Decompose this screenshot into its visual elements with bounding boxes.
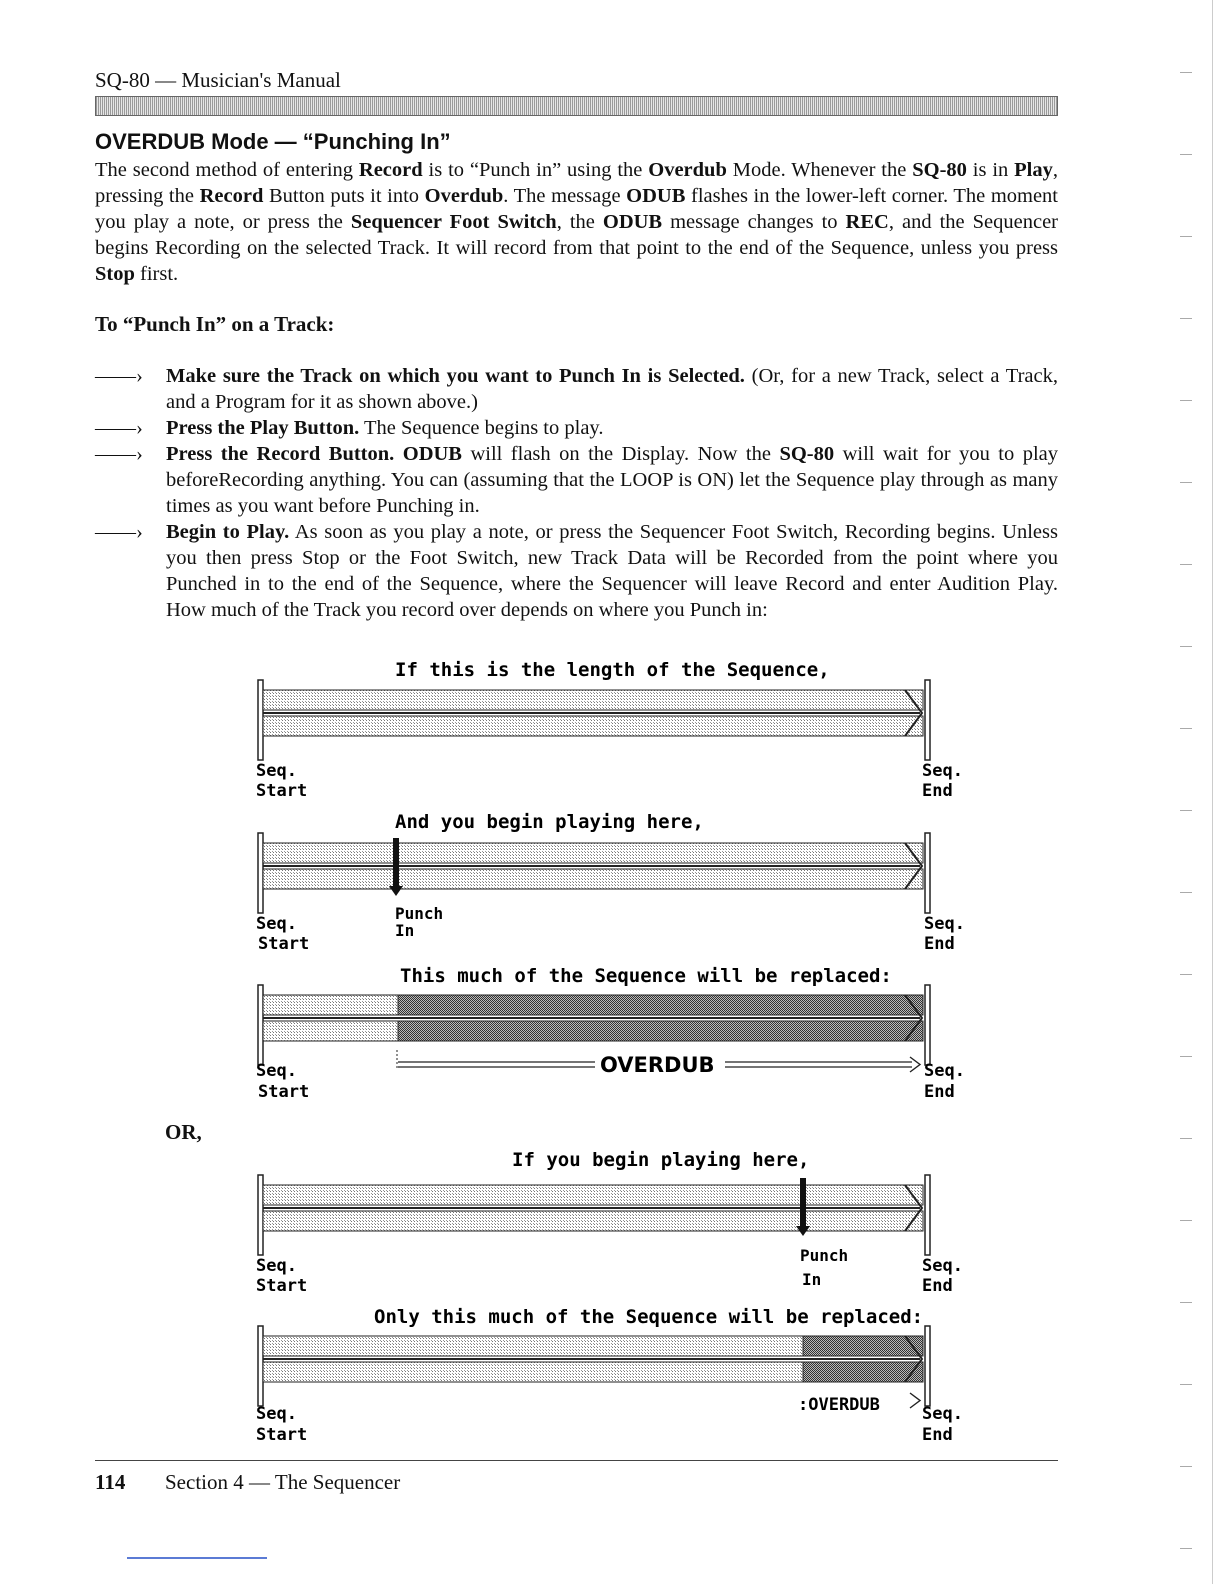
seq-start-label: Start (256, 1276, 308, 1296)
procedure-heading: To “Punch In” on a Track: (95, 312, 335, 336)
seq-end-label: End (922, 1425, 953, 1445)
diagram3-caption: This much of the Sequence will be replaced: (400, 965, 892, 987)
text-run: , the (556, 211, 603, 233)
bold-term: Play (1014, 159, 1053, 181)
bold-term: Press the Record Button. (166, 443, 395, 465)
diagram1-bar (258, 680, 930, 760)
bold-term: Overdub (424, 185, 504, 207)
footer-section-title: Section 4 — The Sequencer (165, 1470, 401, 1494)
bold-term: Make sure the Track on which you want to Punch In is Selected. (166, 365, 745, 387)
arrow-icon: ——› (95, 365, 143, 387)
footer-rule (95, 1460, 1058, 1461)
bold-term: Begin to Play. (166, 521, 290, 543)
seq-start-label: Start (258, 934, 310, 954)
bold-term: Record (358, 159, 423, 181)
bold-term: SQ-80 (779, 443, 835, 465)
seq-end-label: End (922, 781, 953, 801)
punch-in-label: In (395, 921, 415, 940)
text-run: , pressing the (95, 159, 1058, 207)
seq-end-label: End (924, 1082, 955, 1102)
diagram2-bar (258, 833, 930, 913)
page-number: 114 (95, 1470, 126, 1494)
running-header: SQ-80 — Musician's Manual (95, 68, 341, 92)
seq-end-label: Seq. (922, 761, 963, 781)
bold-term: Sequencer Foot Switch (350, 211, 557, 233)
seq-end-label: Seq. (922, 1404, 963, 1424)
text-run: is in (966, 159, 1015, 181)
seq-start-label: Seq. (256, 1404, 297, 1424)
seq-end-label: Seq. (924, 1061, 965, 1081)
seq-end-label: End (924, 934, 955, 954)
text-run: The Sequence begins to play. (359, 417, 604, 439)
text-run: As soon as you play a note, or press the Sequencer Foot Switch, Recording begins. Unless you then press Stop or the Foot Switch, new Track Data will be Recorded from the point where you Punched in to the end of the Sequence, where the Sequencer will leave Record and enter Audition Play. How much of the Track you record over depends on where you Punch in: (166, 521, 1058, 621)
arrow-icon: ——› (95, 417, 143, 439)
text-run: . The message (503, 185, 627, 207)
text-run: Mode. Whenever the (726, 159, 913, 181)
seq-start-label: Start (256, 1425, 308, 1445)
bold-term: Stop (95, 263, 135, 285)
seq-start-label: Seq. (256, 1061, 297, 1081)
arrow-icon: ——› (95, 443, 143, 465)
or-label: OR, (165, 1120, 202, 1144)
bold-term: REC (845, 211, 889, 233)
text-run: is to “Punch in” using the (422, 159, 649, 181)
text-run: will wait for you to play beforeRecording anything. You can (assuming that the LOOP is ON) let the Sequence play through as many times as you want before Punching in. (166, 443, 1058, 517)
seq-start-label: Start (258, 1082, 310, 1102)
text-run: (Or, for a new Track, select a Track, and a Program for it as shown above.) (166, 365, 1059, 413)
seq-start-label: Seq. (256, 914, 297, 934)
bold-term: Record (199, 185, 264, 207)
seq-start-label: Seq. (256, 1256, 297, 1276)
text-run: will flash on the Display. Now the (461, 443, 780, 465)
diagram5-caption: Only this much of the Sequence will be replaced: (374, 1306, 924, 1328)
seq-start-label: Start (256, 781, 308, 801)
punch-in-label: In (802, 1270, 822, 1289)
diagram2-caption: And you begin playing here, (395, 811, 704, 833)
bold-term: ODUB (626, 185, 686, 207)
scan-mark (127, 1557, 267, 1559)
bold-term: Overdub (648, 159, 727, 181)
punch-in-label: Punch (395, 904, 444, 923)
text-run: Button puts it into (263, 185, 425, 207)
overdub-label: :OVERDUB (798, 1395, 880, 1415)
text-run: message changes to (662, 211, 846, 233)
diagram1-caption: If this is the length of the Sequence, (395, 659, 830, 681)
bold-term: ODUB (602, 211, 663, 233)
text-run: flashes in the lower-left corner. The moment you play a note, or press the (95, 185, 1059, 233)
bold-term: SQ-80 (912, 159, 967, 181)
text-run: The second method of entering (95, 159, 359, 181)
diagram4-caption: If you begin playing here, (512, 1149, 810, 1171)
seq-start-label: Seq. (256, 761, 297, 781)
text-run: , and the Sequencer begins Recording on the selected Track. It will record from that point to the end of the Sequence, unless you press (95, 211, 1058, 259)
punch-in-label: Punch (800, 1246, 849, 1265)
seq-end-label: End (922, 1276, 953, 1296)
bold-term: ODUB (402, 443, 462, 465)
seq-end-label: Seq. (922, 1256, 963, 1276)
arrow-icon: ——› (95, 521, 143, 543)
bold-term: Press the Play Button. (166, 417, 360, 439)
overdub-label: OVERDUB (600, 1053, 715, 1077)
section-heading: OVERDUB Mode — “Punching In” (95, 129, 451, 154)
diagram3-bar (258, 985, 930, 1072)
seq-end-label: Seq. (924, 914, 965, 934)
text-run: first. (134, 263, 179, 285)
diagram4-bar (258, 1175, 930, 1255)
